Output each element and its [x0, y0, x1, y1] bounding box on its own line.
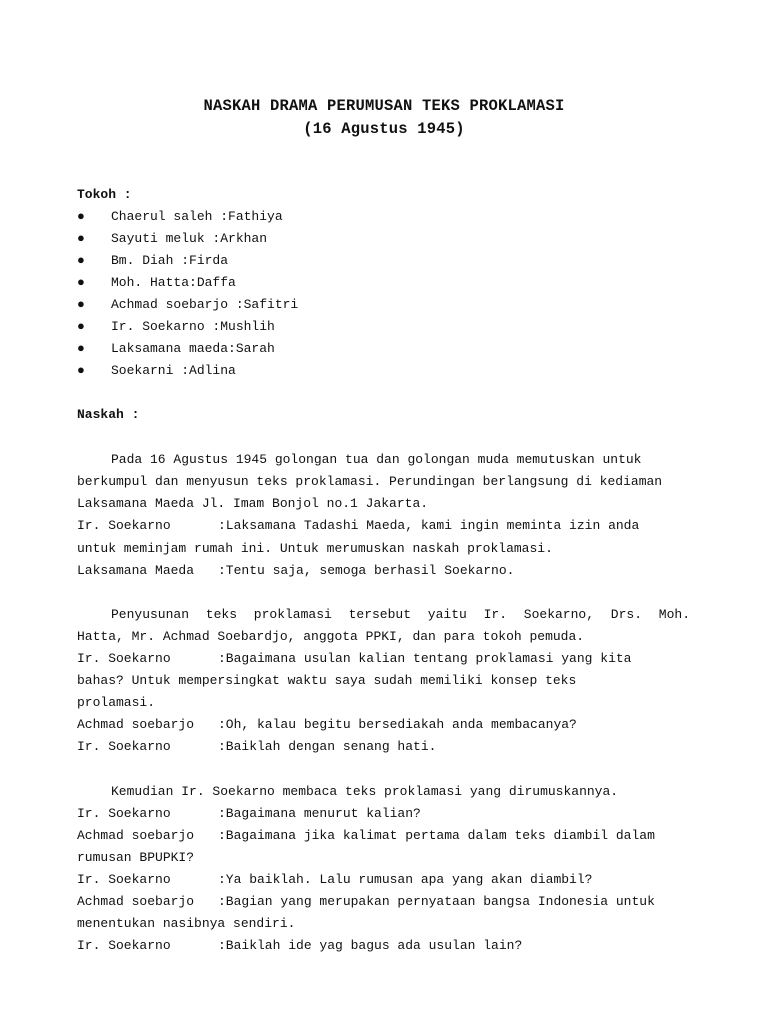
bullet-icon: ●	[77, 209, 85, 224]
bullet-icon: ●	[77, 275, 85, 290]
list-item: Moh. Hatta:Daffa	[111, 275, 236, 290]
paragraph-line: Kemudian Ir. Soekarno membaca teks proklamasi yang dirumuskannya.	[111, 784, 619, 799]
list-item: Ir. Soekarno :Mushlih	[111, 319, 275, 334]
list-item: Soekarni :Adlina	[111, 363, 236, 378]
dialogue-text: :Bagian yang merupakan pernyataan bangsa Indonesia untuk	[218, 894, 655, 909]
paragraph-line: Penyusunan teks proklamasi tersebut yaitu Ir. Soekarno, Drs. Moh.	[111, 607, 690, 622]
dialogue-text: bahas? Untuk mempersingkat waktu saya sudah memiliki konsep teks	[77, 673, 577, 688]
dialogue-speaker: Achmad soebarjo	[77, 828, 195, 843]
dialogue-speaker: Ir. Soekarno	[77, 806, 171, 821]
dialogue-speaker: Ir. Soekarno	[77, 518, 171, 533]
bullet-icon: ●	[77, 231, 85, 246]
dialogue-speaker: Achmad soebarjo	[77, 894, 195, 909]
dialogue-text: :Bagaimana usulan kalian tentang proklamasi yang kita	[218, 651, 632, 666]
dialogue-text: :Baiklah dengan senang hati.	[218, 739, 437, 754]
paragraph-line: berkumpul dan menyusun teks proklamasi. Perundingan berlangsung di kediaman	[77, 474, 663, 489]
list-item: Sayuti meluk :Arkhan	[111, 231, 268, 246]
dialogue-speaker: Ir. Soekarno	[77, 739, 171, 754]
dialogue-text: untuk meminjam rumah ini. Untuk merumuskan naskah proklamasi.	[77, 541, 553, 556]
dialogue-text: :Oh, kalau begitu bersediakah anda membacanya?	[218, 717, 577, 732]
bullet-icon: ●	[77, 297, 85, 312]
dialogue-text: rumusan BPUPKI?	[77, 850, 195, 865]
dialogue-speaker: Ir. Soekarno	[77, 872, 171, 887]
document-title: NASKAH DRAMA PERUMUSAN TEKS PROKLAMASI	[203, 97, 565, 115]
list-item: Laksamana maeda:Sarah	[111, 341, 275, 356]
dialogue-speaker: Ir. Soekarno	[77, 938, 171, 953]
bullet-icon: ●	[77, 253, 85, 268]
dialogue-text: :Tentu saja, semoga berhasil Soekarno.	[218, 563, 515, 578]
paragraph-line: Laksamana Maeda Jl. Imam Bonjol no.1 Jakarta.	[77, 496, 429, 511]
paragraph-line: Hatta, Mr. Achmad Soebardjo, anggota PPKI, dan para tokoh pemuda.	[77, 629, 585, 644]
tokoh-heading: Tokoh :	[77, 187, 132, 202]
dialogue-text: menentukan nasibnya sendiri.	[77, 916, 296, 931]
dialogue-text: :Baiklah ide yag bagus ada usulan lain?	[218, 938, 523, 953]
dialogue-text: prolamasi.	[77, 695, 156, 710]
document-subtitle: (16 Agustus 1945)	[303, 120, 465, 138]
bullet-icon: ●	[77, 319, 85, 334]
dialogue-speaker: Ir. Soekarno	[77, 651, 171, 666]
dialogue-speaker: Achmad soebarjo	[77, 717, 195, 732]
dialogue-text: :Bagaimana jika kalimat pertama dalam teks diambil dalam	[218, 828, 655, 843]
dialogue-speaker: Laksamana Maeda	[77, 563, 195, 578]
dialogue-text: :Bagaimana menurut kalian?	[218, 806, 421, 821]
list-item: Achmad soebarjo :Safitri	[111, 297, 299, 312]
bullet-icon: ●	[77, 341, 85, 356]
list-item: Bm. Diah :Firda	[111, 253, 229, 268]
paragraph-line: Pada 16 Agustus 1945 golongan tua dan golongan muda memutuskan untuk	[111, 452, 642, 467]
bullet-icon: ●	[77, 363, 85, 378]
list-item: Chaerul saleh :Fathiya	[111, 209, 283, 224]
dialogue-text: :Laksamana Tadashi Maeda, kami ingin meminta izin anda	[218, 518, 640, 533]
dialogue-text: :Ya baiklah. Lalu rumusan apa yang akan diambil?	[218, 872, 593, 887]
naskah-heading: Naskah :	[77, 407, 140, 422]
